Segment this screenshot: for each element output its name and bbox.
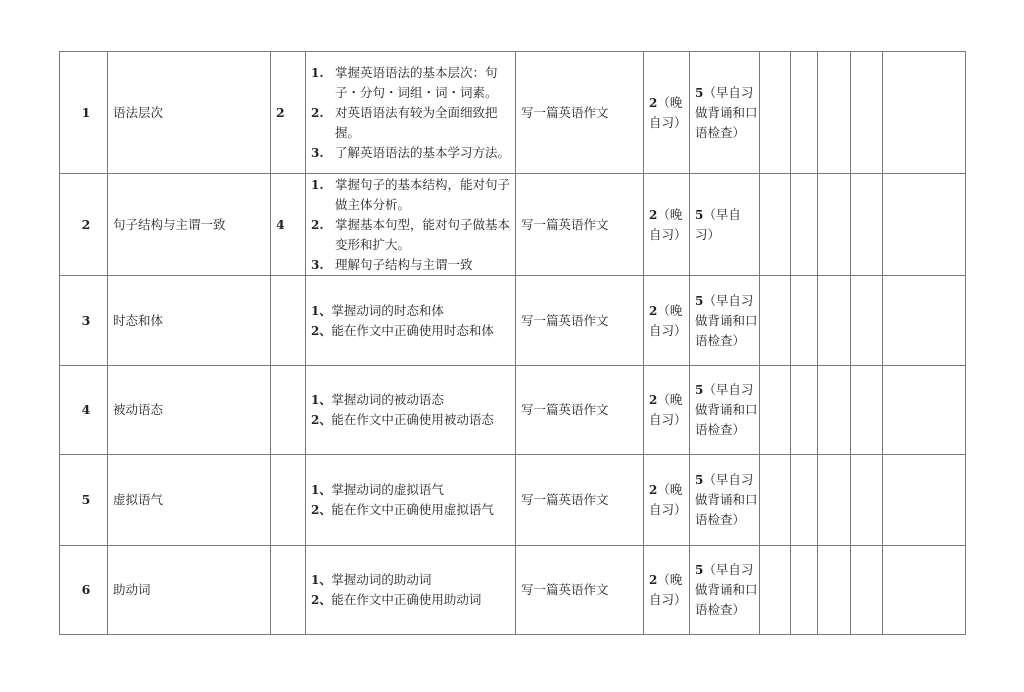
topic-text: 助动词 (113, 582, 151, 597)
hours-cell (271, 276, 306, 366)
goal-number: 1. (311, 177, 324, 192)
empty-cell (818, 52, 851, 174)
goal-number: 2、 (311, 593, 332, 607)
topic-cell (108, 174, 271, 276)
empty-cell (760, 546, 791, 635)
hours-cell (271, 455, 306, 546)
goal-text: 掌握动词的被动语态 (331, 392, 444, 407)
topic-text: 句子结构与主谓一致 (113, 216, 226, 232)
goal-text: 能在作文中正确使用时态和体 (331, 322, 494, 338)
topic-cell (108, 455, 271, 546)
evening-study-cell (644, 52, 690, 174)
table-row (60, 52, 966, 174)
evening-study-text: （晚自习） (649, 482, 687, 517)
empty-cell (851, 366, 883, 455)
empty-cell (791, 52, 818, 174)
task-cell (516, 455, 644, 546)
task-cell (516, 546, 644, 635)
table-body (60, 52, 966, 635)
goal-text: 能在作文中正确使用被动语态 (331, 412, 494, 427)
morning-study-number: 5 (695, 563, 704, 577)
morning-study-cell (690, 366, 760, 455)
topic-cell (108, 276, 271, 366)
morning-study-number: 5 (695, 293, 704, 308)
goal-item (311, 255, 515, 275)
goal-item (311, 410, 515, 430)
empty-cell (791, 174, 818, 276)
row-number-cell (60, 455, 108, 546)
topic-cell (108, 546, 271, 635)
evening-study-number: 2 (649, 573, 658, 587)
goal-text: 掌握动词的虚拟语气 (331, 482, 444, 497)
goals-list (311, 175, 515, 275)
goals-cell (306, 174, 516, 276)
empty-cell (883, 52, 966, 174)
hours-cell (271, 174, 306, 276)
goal-number: 1. (311, 65, 324, 80)
morning-study-text: （早自习做背诵和口语检查） (695, 84, 758, 140)
empty-cell (818, 546, 851, 635)
hours-text: 2 (276, 104, 285, 120)
empty-cell (791, 455, 818, 546)
morning-study-number: 5 (695, 473, 704, 487)
course-plan-table (59, 51, 966, 635)
row-number: 3 (81, 312, 91, 328)
empty-cell (760, 52, 791, 174)
task-text: 写一篇英语作文 (521, 104, 609, 120)
empty-cell (791, 366, 818, 455)
goals-cell (306, 366, 516, 455)
goal-text: 掌握英语语法的基本层次：句子・分句・词组・词・词素。 (335, 64, 498, 100)
goal-item (311, 500, 515, 520)
goal-item (311, 103, 515, 143)
morning-study-text: （早自习做背诵和口语检查） (695, 382, 758, 437)
empty-cell (791, 546, 818, 635)
goal-item (311, 301, 515, 321)
row-number-cell (60, 52, 108, 174)
empty-cell (851, 52, 883, 174)
row-number: 6 (81, 582, 91, 597)
goals-list (311, 63, 515, 163)
morning-study-text: （早自习） (695, 206, 741, 242)
row-number-cell (60, 366, 108, 455)
goal-number: 2、 (311, 503, 332, 517)
evening-study-text: （晚自习） (649, 392, 687, 427)
goals-cell (306, 455, 516, 546)
topic-cell (108, 52, 271, 174)
empty-cell (818, 276, 851, 366)
empty-cell (791, 276, 818, 366)
evening-study-cell (644, 546, 690, 635)
empty-cell (818, 455, 851, 546)
goal-number: 1、 (311, 303, 332, 318)
topic-text: 被动语态 (113, 402, 164, 417)
empty-cell (883, 455, 966, 546)
row-number-cell (60, 546, 108, 635)
evening-study-cell (644, 174, 690, 276)
goal-text: 了解英语语法的基本学习方法。 (335, 144, 511, 160)
row-number: 4 (81, 402, 91, 417)
goal-number: 3. (311, 145, 324, 160)
goal-item (311, 590, 515, 610)
evening-study-text: （晚自习） (649, 94, 687, 130)
empty-cell (883, 546, 966, 635)
morning-study-cell (690, 276, 760, 366)
task-cell (516, 174, 644, 276)
goal-number: 3. (311, 257, 324, 272)
goal-number: 2、 (311, 413, 332, 427)
table-row (60, 546, 966, 635)
topic-text: 时态和体 (113, 312, 164, 328)
hours-cell (271, 366, 306, 455)
empty-cell (851, 276, 883, 366)
topic-text: 语法层次 (113, 104, 164, 120)
evening-study-number: 2 (649, 393, 658, 407)
goals-cell (306, 546, 516, 635)
morning-study-text: （早自习做背诵和口语检查） (695, 562, 758, 617)
goal-item (311, 175, 515, 215)
hours-cell (271, 546, 306, 635)
empty-cell (883, 276, 966, 366)
morning-study-number: 5 (695, 207, 704, 222)
table-row (60, 455, 966, 546)
empty-cell (760, 366, 791, 455)
row-number: 1 (81, 104, 91, 120)
goal-text: 掌握动词的时态和体 (331, 302, 444, 318)
morning-study-text: （早自习做背诵和口语检查） (695, 472, 758, 527)
goals-list (311, 570, 515, 610)
morning-study-cell (690, 455, 760, 546)
goals-cell (306, 276, 516, 366)
evening-study-number: 2 (649, 95, 658, 110)
task-text: 写一篇英语作文 (521, 582, 609, 597)
morning-study-cell (690, 546, 760, 635)
empty-cell (760, 276, 791, 366)
evening-study-text: （晚自习） (649, 572, 687, 607)
empty-cell (851, 455, 883, 546)
goal-text: 对英语语法有较为全面细致把握。 (335, 104, 498, 140)
goals-list (311, 480, 515, 520)
morning-study-text: （早自习做背诵和口语检查） (695, 292, 758, 348)
morning-study-cell (690, 174, 760, 276)
topic-cell (108, 366, 271, 455)
evening-study-text: （晚自习） (649, 302, 687, 338)
morning-study-cell (690, 52, 760, 174)
evening-study-cell (644, 276, 690, 366)
goal-item (311, 570, 515, 590)
table-row (60, 276, 966, 366)
row-number: 5 (81, 492, 91, 507)
goal-text: 掌握基本句型，能对句子做基本变形和扩大。 (335, 216, 511, 252)
goal-text: 能在作文中正确使用助动词 (331, 592, 482, 607)
goals-cell (306, 52, 516, 174)
task-text: 写一篇英语作文 (521, 402, 609, 417)
empty-cell (883, 366, 966, 455)
empty-cell (851, 546, 883, 635)
task-text: 写一篇英语作文 (521, 216, 609, 232)
goal-text: 能在作文中正确使用虚拟语气 (331, 502, 494, 517)
empty-cell (760, 455, 791, 546)
hours-cell (271, 52, 306, 174)
evening-study-number: 2 (649, 303, 658, 318)
evening-study-number: 2 (649, 483, 658, 497)
empty-cell (818, 366, 851, 455)
goal-item (311, 480, 515, 500)
evening-study-text: （晚自习） (649, 206, 687, 242)
row-number-cell (60, 174, 108, 276)
goal-item (311, 321, 515, 341)
goal-number: 2. (311, 217, 324, 232)
goal-text: 理解句子结构与主谓一致 (335, 256, 473, 272)
empty-cell (883, 174, 966, 276)
goal-item (311, 143, 515, 163)
task-text: 写一篇英语作文 (521, 312, 609, 328)
goal-item (311, 390, 515, 410)
goal-number: 1、 (311, 483, 332, 497)
evening-study-cell (644, 366, 690, 455)
topic-text: 虚拟语气 (113, 492, 164, 507)
morning-study-number: 5 (695, 383, 704, 397)
table-row (60, 174, 966, 276)
hours-text: 4 (276, 216, 285, 232)
table-row (60, 366, 966, 455)
goal-number: 2. (311, 105, 324, 120)
task-cell (516, 276, 644, 366)
task-cell (516, 366, 644, 455)
goal-item (311, 215, 515, 255)
task-cell (516, 52, 644, 174)
empty-cell (851, 174, 883, 276)
goal-item (311, 63, 515, 103)
evening-study-cell (644, 455, 690, 546)
goal-text: 掌握句子的基本结构，能对句子做主体分析。 (335, 176, 511, 212)
row-number: 2 (81, 216, 91, 232)
goal-number: 2、 (311, 323, 332, 338)
morning-study-number: 5 (695, 85, 704, 100)
goal-number: 1、 (311, 573, 332, 587)
empty-cell (760, 174, 791, 276)
evening-study-number: 2 (649, 207, 658, 222)
goals-list (311, 390, 515, 430)
empty-cell (818, 174, 851, 276)
goal-number: 1、 (311, 393, 332, 407)
goal-text: 掌握动词的助动词 (331, 572, 432, 587)
row-number-cell (60, 276, 108, 366)
goals-list (311, 301, 515, 341)
task-text: 写一篇英语作文 (521, 492, 609, 507)
